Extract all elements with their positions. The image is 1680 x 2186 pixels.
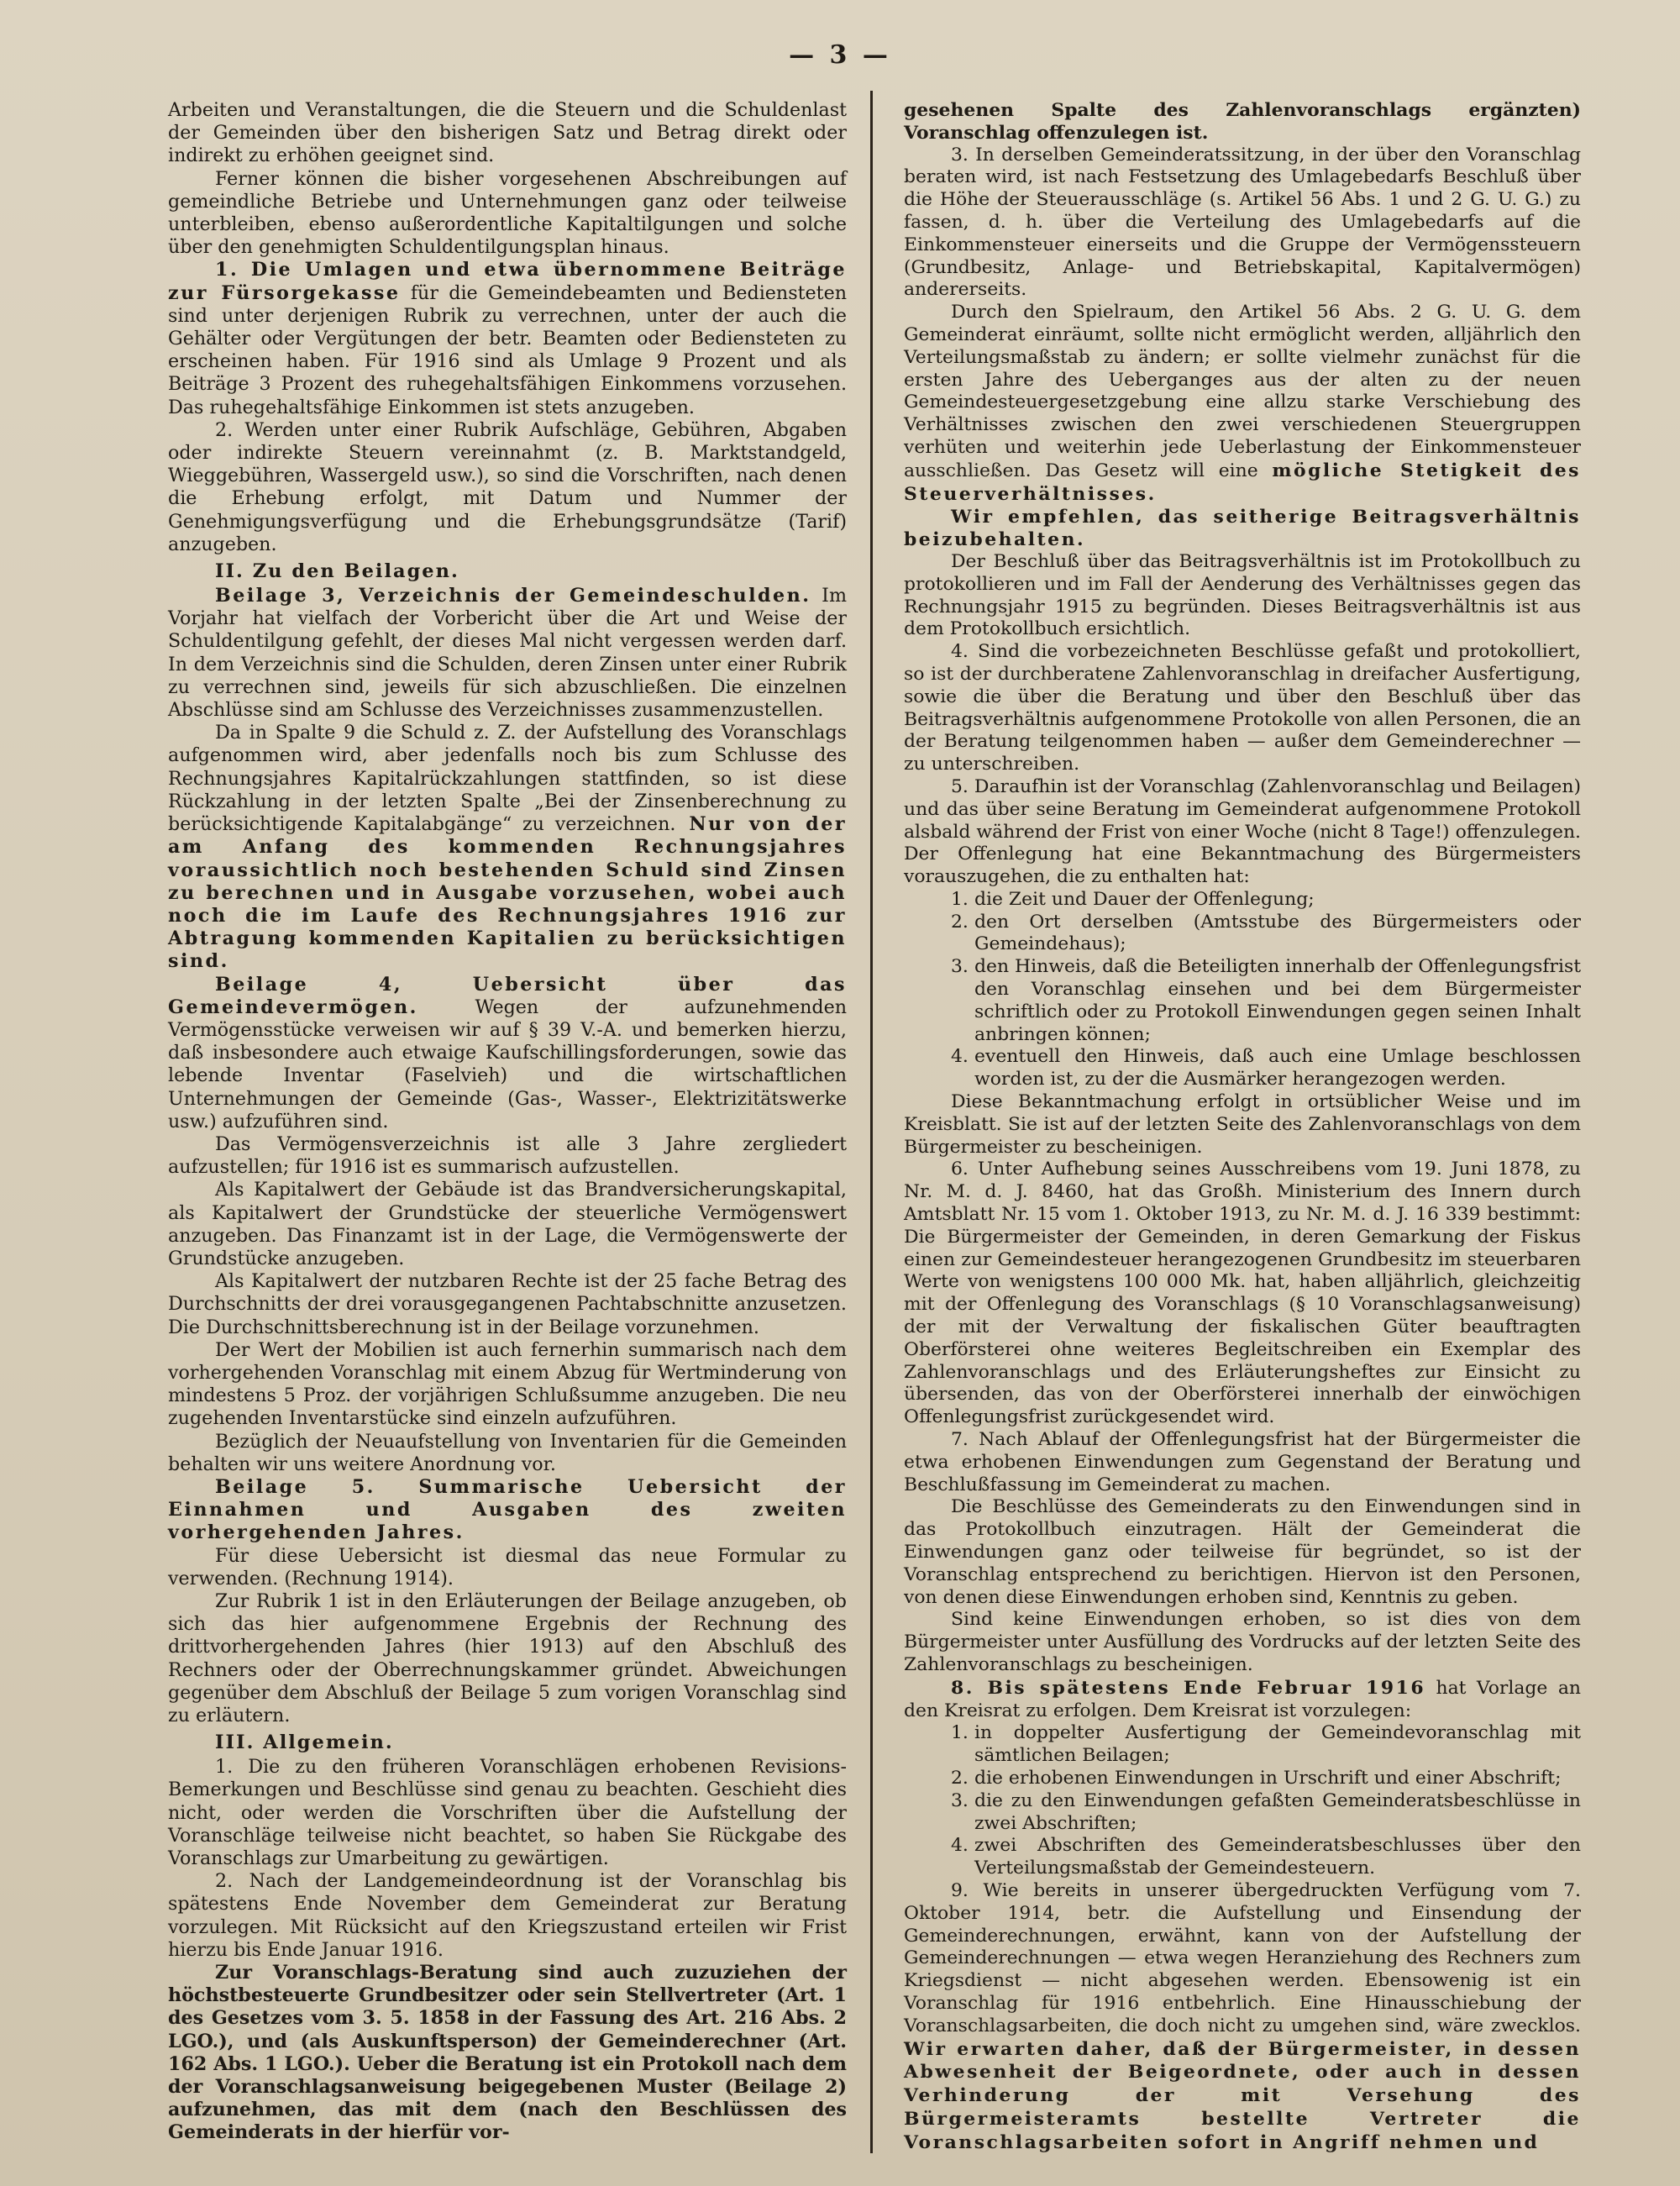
paragraph [904, 1880, 1581, 2155]
list-item [951, 912, 1581, 957]
paragraph [168, 722, 847, 973]
list-item [951, 1835, 1581, 1880]
list-number: 2. [951, 1767, 969, 1789]
emphasis-text: 8. Bis spätestens Ende Februar 1916 [951, 1676, 1426, 1699]
list-number: 1. [951, 888, 969, 910]
paragraph: Für diese Uebersicht ist diesmal das neue Formular zu verwenden. (Rechnung 1914). [168, 1544, 847, 1590]
paragraph [904, 1677, 1581, 1723]
paragraph: Wir empfehlen, das seitherige Beitragsverhältnis beizubehalten. [904, 506, 1581, 551]
paragraph: gesehenen Spalte des Zahlenvoranschlags ergänzten) Voranschlag offenzulegen ist. [904, 99, 1581, 144]
paragraph: Als Kapitalwert der nutzbaren Rechte ist der 25 fache Betrag des Durchschnitts der drei vorausgegangenen Pachtabschnitte anzusetzen. Die Durchschnittsberechnung ist in der Beilage vorzunehmen. [168, 1270, 847, 1338]
list-item [951, 1046, 1581, 1091]
paragraph [168, 974, 847, 1133]
paragraph-text: 9. Wie bereits in unserer übergedruckten Verfügung vom 7. Oktober 1914, betr. die Aufstellung und Einsendung der Gemeinderechnungen, erwähnt, kann von der Aufstellung der Gemeinderechnungen — etwa wegen Heranziehung des Rechners zum Kriegsdienst — nicht abgesehen werden. Ebensowenig ist ein Voranschlag für 1916 entbehrlich. Eine Hinausschiebung der Voranschlagsarbeiten, die doch nicht zu umgehen sind, wäre zwecklos. [904, 1879, 1581, 2036]
enumerated-list [904, 1722, 1581, 1880]
list-text: zwei Abschriften des Gemeinderatsbeschlusses über den Verteilungsmaßstab der Gemeindesteuern. [974, 1835, 1581, 1879]
column-divider [870, 91, 873, 2153]
paragraph: Das Vermögensverzeichnis ist alle 3 Jahre zergliedert aufzustellen; für 1916 ist es summarisch aufzustellen. [168, 1132, 847, 1179]
list-number: 4. [951, 1835, 969, 1857]
list-item [951, 1790, 1581, 1836]
emphasis-text: Nur von der am Anfang des kommenden Rechnungsjahres voraussichtlich noch bestehenden Schuld sind Zinsen zu berechnen und in Ausgabe vorzusehen, wobei auch noch die im Laufe des Rechnungsjahres 1916 zur Abtragung kommenden Kapitalien zu berücksichtigen sind. [168, 813, 848, 973]
paragraph [904, 302, 1581, 506]
paragraph-text: Wegen der aufzunehmenden Vermögensstücke verweisen wir auf § 39 V.-A. und bemerken hierzu, daß insbesondere auch etwaige Kaufschillingsforderungen, sowie das lebende Inventar (Faselvieh) und die wirtschaftlichen Unternehmungen der Gemeinde (Gas-, Wasser-, Elektrizitätswerke usw.) aufzuführen sind. [168, 996, 847, 1132]
paragraph: 1. Die zu den früheren Voranschlägen erhobenen Revisions-Bemerkungen und Beschlüsse sind genau zu beachten. Geschieht dies nicht, oder werden die Vorschriften über die Aufstellung der Voranschläge teilweise nicht beachtet, so haben Sie Rückgabe des Voranschlags zur Umarbeitung zu gewärtigen. [168, 1756, 847, 1870]
paragraph: Ferner können die bisher vorgesehenen Abschreibungen auf gemeindliche Betriebe und Unternehmungen ganz oder teilweise unterbleiben, ebenso außerordentliche Kapitaltilgungen und solche über den genehmigten Schuldentilgungsplan hinaus. [168, 167, 847, 259]
emphasis-text: mögliche Stetigkeit des Steuerverhältnisses. [904, 459, 1581, 505]
paragraph: 2. Nach der Landgemeindeordnung ist der Voranschlag bis spätestens Ende November dem Gemeinderat zur Beratung vorzulegen. Mit Rücksicht auf den Kriegszustand erteilen wir Frist hierzu bis Ende Januar 1916. [168, 1870, 847, 1961]
paragraph-text: Im Vorjahr hat vielfach der Vorbericht über die Art und Weise der Schuldentilgung gefehlt, der dieses Mal nicht vergessen werden darf. In dem Verzeichnis sind die Schulden, deren Zinsen unter einer Rubrik zu verrechnen sind, jeweils für sich abzuschließen. Die einzelnen Abschlüsse sind am Schlusse des Verzeichnisses zusammenzustellen. [168, 585, 847, 722]
emphasis-text: Beilage 3, Verzeichnis der Gemeindeschulden. [215, 585, 811, 607]
emphasis-text: Beilage 4, Uebersicht über das Gemeindevermögen. [168, 973, 847, 1018]
section-heading: III. Allgemein. [215, 1731, 394, 1754]
paragraph: Arbeiten und Veranstaltungen, die die Steuern und die Schuldenlast der Gemeinden über den bisherigen Satz und Betrag direkt oder indirekt zu erhöhen geeignet sind. [168, 99, 847, 167]
paragraph-text: Durch den Spielraum, den Artikel 56 Abs. 2 G. U. G. dem Gemeinderat einräumt, sollte nicht ermöglicht werden, alljährlich den Verteilungsmaßstab zu ändern; er sollte vielmehr zunächst für die ersten Jahre des Ueberganges aus der alten zu der neuen Gemeindesteuergesetzgebung eine allzu starke Verschiebung des Verhältnisses zwischen den zwei verschiedenen Steuergruppen verhüten und weiterhin jede Ueberlastung der Einkommensteuer ausschließen. Das Gesetz will eine [904, 302, 1581, 481]
list-number: 2. [951, 911, 969, 933]
emphasis-text: Beilage 5. Summarische Uebersicht der Einnahmen und Ausgaben des zweiten vorhergehenden Jahres. [168, 1475, 847, 1544]
emphasis-text: Wir erwarten daher, daß der Bürgermeister, in dessen Abwesenheit der Beigeordnete, oder auch in dessen Verhinderung der mit Versehung des Bürgermeisteramts bestellte Vertreter die Voranschlagsarbeiten sofort in Angriff nehmen und [904, 2037, 1581, 2153]
list-number: 1. [951, 1722, 969, 1744]
list-item [951, 889, 1581, 912]
paragraph: Die Beschlüsse des Gemeinderats zu den Einwendungen sind in das Protokollbuch einzutragen. Hält der Gemeinderat die Einwendungen ganz oder teilweise für begründet, so ist der Voranschlag entsprechend zu berichtigen. Hiervon ist den Personen, von denen diese Einwendungen erhoben sind, Kenntnis zu geben. [904, 1496, 1581, 1608]
paragraph: 6. Unter Aufhebung seines Ausschreibens vom 19. Juni 1878, zu Nr. M. d. J. 8460, hat das Großh. Ministerium des Innern durch Amtsblatt Nr. 15 vom 1. Oktober 1913, zu Nr. M. d. J. 16 339 bestimmt: Die Bürgermeister der Gemeinden, in deren Gemarkung der Fiskus einen zur Gemeindesteuer herangezogenen Grundbesitz im steuerbaren Werte von wenigstens 100 000 Mk. hat, haben alljährlich, gleichzeitig mit der Offenlegung des Voranschlags (§ 10 Voranschlagsanweisung) der mit der Verwaltung der fiskalischen Güter beauftragten Oberförsterei ohne weiteres Begleitschreiben ein Exemplar des Zahlenvoranschlags und des Erläuterungsheftes zur Einsicht zu übersenden, das von der Oberförsterei innerhalb der einwöchigen Offenlegungsfrist zurückgesendet wird. [904, 1159, 1581, 1428]
paragraph-text: hat Vorlage an den Kreisrat zu erfolgen. Dem Kreisrat ist vorzulegen: [904, 1677, 1581, 1721]
paragraph [168, 585, 847, 722]
paragraph: 2. Werden unter einer Rubrik Aufschläge, Gebühren, Abgaben oder indirekte Steuern vereinnahmt (z. B. Marktstandgeld, Wieggebühren, Wassergeld usw.), so sind die Vorschriften, nach denen die Erhebung erfolgt, mit Datum und Nummer der Genehmigungsverfügung und die Erhebungsgrundsätze (Tarif) anzugeben. [168, 418, 847, 555]
list-text: eventuell den Hinweis, daß auch eine Umlage beschlossen worden ist, zu der die Ausmärker herangezogen werden. [974, 1046, 1581, 1090]
enumerated-list [904, 889, 1581, 1091]
right-column [904, 99, 1581, 2155]
list-text: die zu den Einwendungen gefaßten Gemeinderatsbeschlüsse in zwei Abschriften; [974, 1789, 1581, 1834]
list-item [951, 1768, 1581, 1790]
paragraph: Diese Bekanntmachung erfolgt in ortsüblicher Weise und im Kreisblatt. Sie ist auf der letzten Seite des Zahlenvoranschlags von dem Bürgermeister zu bescheinigen. [904, 1091, 1581, 1158]
list-item [951, 1722, 1581, 1768]
paragraph: 7. Nach Ablauf der Offenlegungsfrist hat der Bürgermeister die etwa erhobenen Einwendungen zum Gegenstand der Beratung und Beschlußfassung im Gemeinderat zu machen. [904, 1429, 1581, 1495]
paragraph: Zur Voranschlags-Beratung sind auch zuzuziehen der höchstbesteuerte Grundbesitzer oder sein Stellvertreter (Art. 1 des Gesetzes vom 3. 5. 1858 in der Fassung des Art. 216 Abs. 2 LGO.), und (als Auskunftsperson) der Gemeinderechner (Art. 162 Abs. 1 LGO.). Ueber die Beratung ist ein Protokoll nach dem der Voranschlagsanweisung beigegebenen Muster (Beilage 2) aufzunehmen, das mit dem (nach den Beschlüssen des Gemeinderats in der hierfür vor- [168, 1962, 847, 2144]
paragraph [168, 259, 847, 418]
paragraph [168, 1476, 847, 1545]
list-item [951, 956, 1581, 1046]
list-text: in doppelter Ausfertigung der Gemeindevoranschlag mit sämtlichen Beilagen; [974, 1722, 1581, 1767]
list-text: die Zeit und Dauer der Offenlegung; [974, 888, 1315, 910]
paragraph: Der Wert der Mobilien ist auch fernerhin summarisch nach dem vorhergehenden Voranschlag mit einem Abzug für Wertminderung von mindestens 5 Proz. der vorjährigen Schlußsumme anzugeben. Die neu zugehenden Inventarstücke sind einzeln aufzuführen. [168, 1338, 847, 1430]
list-text: die erhobenen Einwendungen in Urschrift und einer Abschrift; [974, 1767, 1562, 1789]
left-column [168, 99, 847, 2145]
paragraph: 4. Sind die vorbezeichneten Beschlüsse gefaßt und protokolliert, so ist der durchberatene Zahlenvoranschlag in dreifacher Ausfertigung, sowie die über die Beratung und über den Beschluß über das Beitragsverhältnis aufgenommene Protokolle von allen Personen, die an der Beratung teilgenommen haben — außer dem Gemeinderechner — zu unterschreiben. [904, 641, 1581, 775]
paragraph: Zur Rubrik 1 ist in den Erläuterungen der Beilage anzugeben, ob sich das hier aufgenommene Ergebnis der Rechnung des drittvorhergehenden Jahres (hier 1913) auf den Abschluß des Rechners oder der Oberrechnungskammer gründet. Abweichungen gegenüber dem Abschluß der Beilage 5 zum vorigen Voranschlag sind zu erläutern. [168, 1590, 847, 1727]
page-number: — 3 — [789, 40, 891, 70]
emphasis-text: 1. Die Umlagen und etwa übernommene Beiträge zur Fürsorgekasse [168, 259, 847, 304]
paragraph: 5. Daraufhin ist der Voranschlag (Zahlenvoranschlag und Beilagen) und das über seine Beratung im Gemeinderat aufgenommene Protokoll alsbald während der Frist von einer Woche (nicht 8 Tage!) offenzulegen. Der Offenlegung hat eine Bekanntmachung des Bürgermeisters vorauszugehen, die zu enthalten hat: [904, 775, 1581, 888]
section-heading: II. Zu den Beilagen. [215, 560, 459, 583]
paragraph: Als Kapitalwert der Gebäude ist das Brandversicherungskapital, als Kapitalwert der Grundstücke der steuerliche Vermögenswert anzugeben. Das Finanzamt ist in der Lage, die Vermögenswerte der Grundstücke anzugeben. [168, 1179, 847, 1269]
list-number: 4. [951, 1046, 969, 1068]
paragraph: Der Beschluß über das Beitragsverhältnis ist im Protokollbuch zu protokollieren und im Fall der Aenderung des Verhältnisses gegen das Rechnungsjahr 1915 zu begründen. Dieses Beitragsverhältnis ist aus dem Protokollbuch ersichtlich. [904, 550, 1581, 640]
list-number: 3. [951, 1789, 969, 1811]
paragraph: 3. In derselben Gemeinderatssitzung, in der über den Voranschlag beraten wird, ist nach Festsetzung des Umlagebedarfs Beschluß über die Höhe der Steuerausschläge (s. Artikel 56 Abs. 1 und 2 G. U. G.) zu fassen, d. h. über die Verteilung des Umlagebedarfs auf die Einkommensteuer einerseits und die Gruppe der Vermögenssteuern (Grundbesitz, Anlage- und Betriebskapital, Kapitalvermögen) andererseits. [904, 144, 1581, 301]
paragraph-text: Da in Spalte 9 die Schuld z. Z. der Aufstellung des Voranschlags aufgenommen wird, aber jedenfalls noch bis zum Schlusse des Rechnungsjahres Kapitalrückzahlungen stattfinden, so ist diese Rückzahlung in der letzten Spalte „Bei der Zinsenberechnung zu berücksichtigende Kapitalabgänge“ zu verzeichnen. [168, 722, 847, 836]
list-text: den Hinweis, daß die Beteiligten innerhalb der Offenlegungsfrist den Voranschlag einsehen und bei dem Bürgermeister schriftlich oder zu Protokoll Einwendungen gegen seinen Inhalt anbringen können; [974, 956, 1581, 1045]
paragraph: Sind keine Einwendungen erhoben, so ist dies von dem Bürgermeister unter Ausfüllung des Vordrucks auf der letzten Seite des Zahlenvoranschlags zu bescheinigen. [904, 1609, 1581, 1675]
paragraph: Bezüglich der Neuaufstellung von Inventarien für die Gemeinden behalten wir uns weitere Anordnung vor. [168, 1430, 847, 1475]
list-number: 3. [951, 956, 969, 978]
list-text: den Ort derselben (Amtsstube des Bürgermeisters oder Gemeindehaus); [974, 911, 1581, 955]
paragraph-text: für die Gemeindebeamten und Bediensteten sind unter derjenigen Rubrik zu verrechnen, unter der auch die Gehälter oder Vergütungen der betr. Beamten oder Bediensteten zu erscheinen haben. Für 1916 sind als Umlage 9 Prozent und als Beiträge 3 Prozent des ruhegehaltsfähigen Einkommens vorzusehen. Das ruhegehaltsfähige Einkommen ist stets anzugeben. [168, 281, 847, 418]
